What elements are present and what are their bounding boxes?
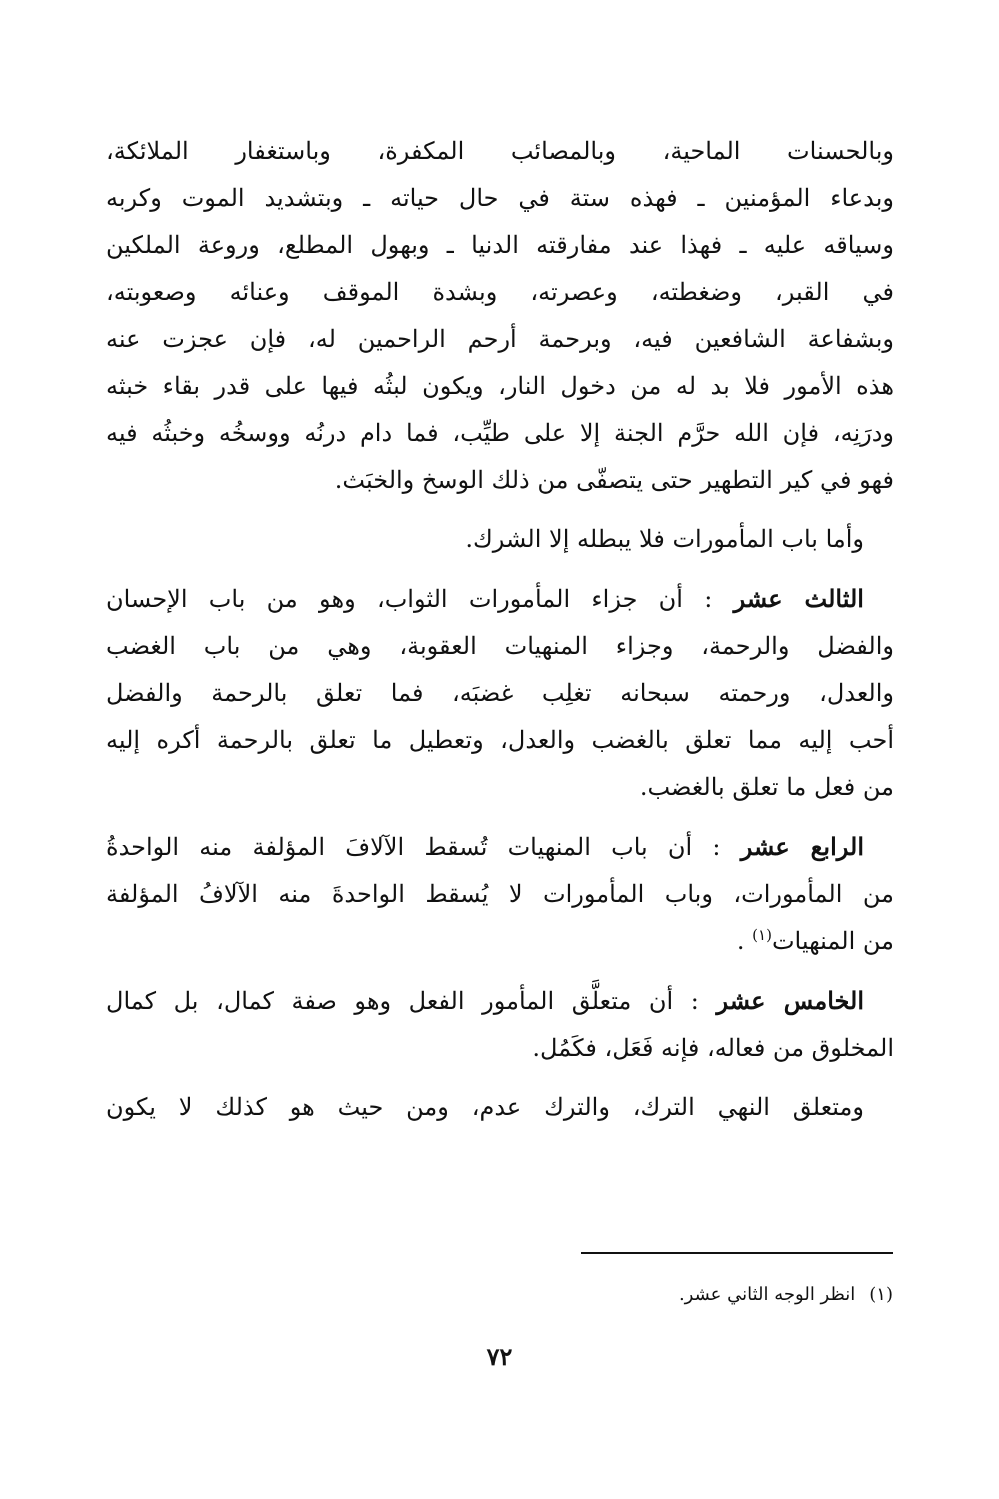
text-line: ودرَنِه، فإن الله حرَّم الجنة إلا على طيِّب، فما دام درنُه ووسخُه وخبثُه فيه	[106, 419, 895, 447]
section-heading: الخامس عشر	[716, 986, 864, 1015]
paragraph-4	[106, 823, 894, 965]
text-line: وبدعاء المؤمنين ـ فهذه ستة في حال حياته ـ وبتشديد الموت وكربه	[106, 184, 894, 212]
text-run: : أن جزاء المأمورات الثواب، وهو من باب الإحسان	[106, 585, 713, 613]
footnote	[679, 1283, 893, 1307]
text-line: أحب إليه مما تعلق بالغضب والعدل، وتعطيل ما تعلق بالرحمة أكره إليه	[106, 726, 894, 754]
section-heading: الثالث عشر	[733, 584, 864, 613]
text-line	[106, 575, 894, 623]
text-line: وبالحسنات الماحية، وبالمصائب المكفرة، وباستغفار الملائكة،	[106, 137, 894, 165]
text-line: وبشفاعة الشافعين فيه، وبرحمة أرحم الراحمين له، فإن عجزت عنه	[106, 325, 894, 353]
paragraph-1	[106, 128, 894, 504]
text-line: من فعل ما تعلق بالغضب.	[639, 773, 894, 801]
page-body	[106, 128, 894, 1468]
text-run: من المنهيات	[771, 927, 894, 955]
paragraph-6	[106, 1084, 894, 1131]
text-line: والعدل، ورحمته سبحانه تغلِب غضبَه، فما تعلق بالرحمة والفضل	[106, 679, 894, 707]
text-line	[106, 918, 894, 965]
footnote-divider	[581, 1252, 893, 1254]
text-run: : أن باب المنهيات تُسقط الآلافَ المؤلفة منه الواحدةُ	[106, 833, 721, 861]
paragraph-5	[106, 977, 894, 1072]
footnote-reference: (١)	[752, 926, 772, 944]
text-line: المخلوق من فعاله، فإنه فَعَل، فكَمُل.	[532, 1034, 894, 1062]
footnote-text: انظر الوجه الثاني عشر.	[678, 1284, 856, 1305]
text-line: وأما باب المأمورات فلا يبطله إلا الشرك.	[465, 525, 864, 553]
text-run: .	[736, 927, 745, 955]
text-line: هذه الأمور فلا بد له من دخول النار، ويكون لبثُه فيها على قدر بقاء خبثه	[106, 372, 894, 400]
page-number: ٧٢	[486, 1342, 513, 1371]
text-line: وسياقه عليه ـ فهذا عند مفارقته الدنيا ـ وبهول المطلع، وروعة الملكين	[106, 231, 894, 259]
paragraph-3	[106, 575, 894, 811]
text-line: في القبر، وضغطته، وعصرته، وبشدة الموقف وعنائه وصعوبته،	[106, 278, 894, 306]
text-line: ومتعلق النهي الترك، والترك عدم، ومن حيث هو كذلك لا يكون	[106, 1093, 864, 1121]
section-heading: الرابع عشر	[740, 832, 864, 861]
text-line: والفضل والرحمة، وجزاء المنهيات العقوبة، وهي من باب الغضب	[106, 632, 894, 660]
text-line: فهو في كير التطهير حتى يتصفّى من ذلك الوسخ والخبَث.	[334, 466, 894, 494]
paragraph-2	[106, 516, 894, 563]
text-line	[106, 823, 894, 871]
text-run: : أن متعلَّق المأمور الفعل وهو صفة كمال، بل كمال	[106, 987, 699, 1015]
text-line	[106, 977, 894, 1025]
footnote-number: (١)	[869, 1284, 893, 1305]
text-line: من المأمورات، وباب المأمورات لا يُسقط الواحدةَ منه الآلافُ المؤلفة	[106, 880, 894, 908]
